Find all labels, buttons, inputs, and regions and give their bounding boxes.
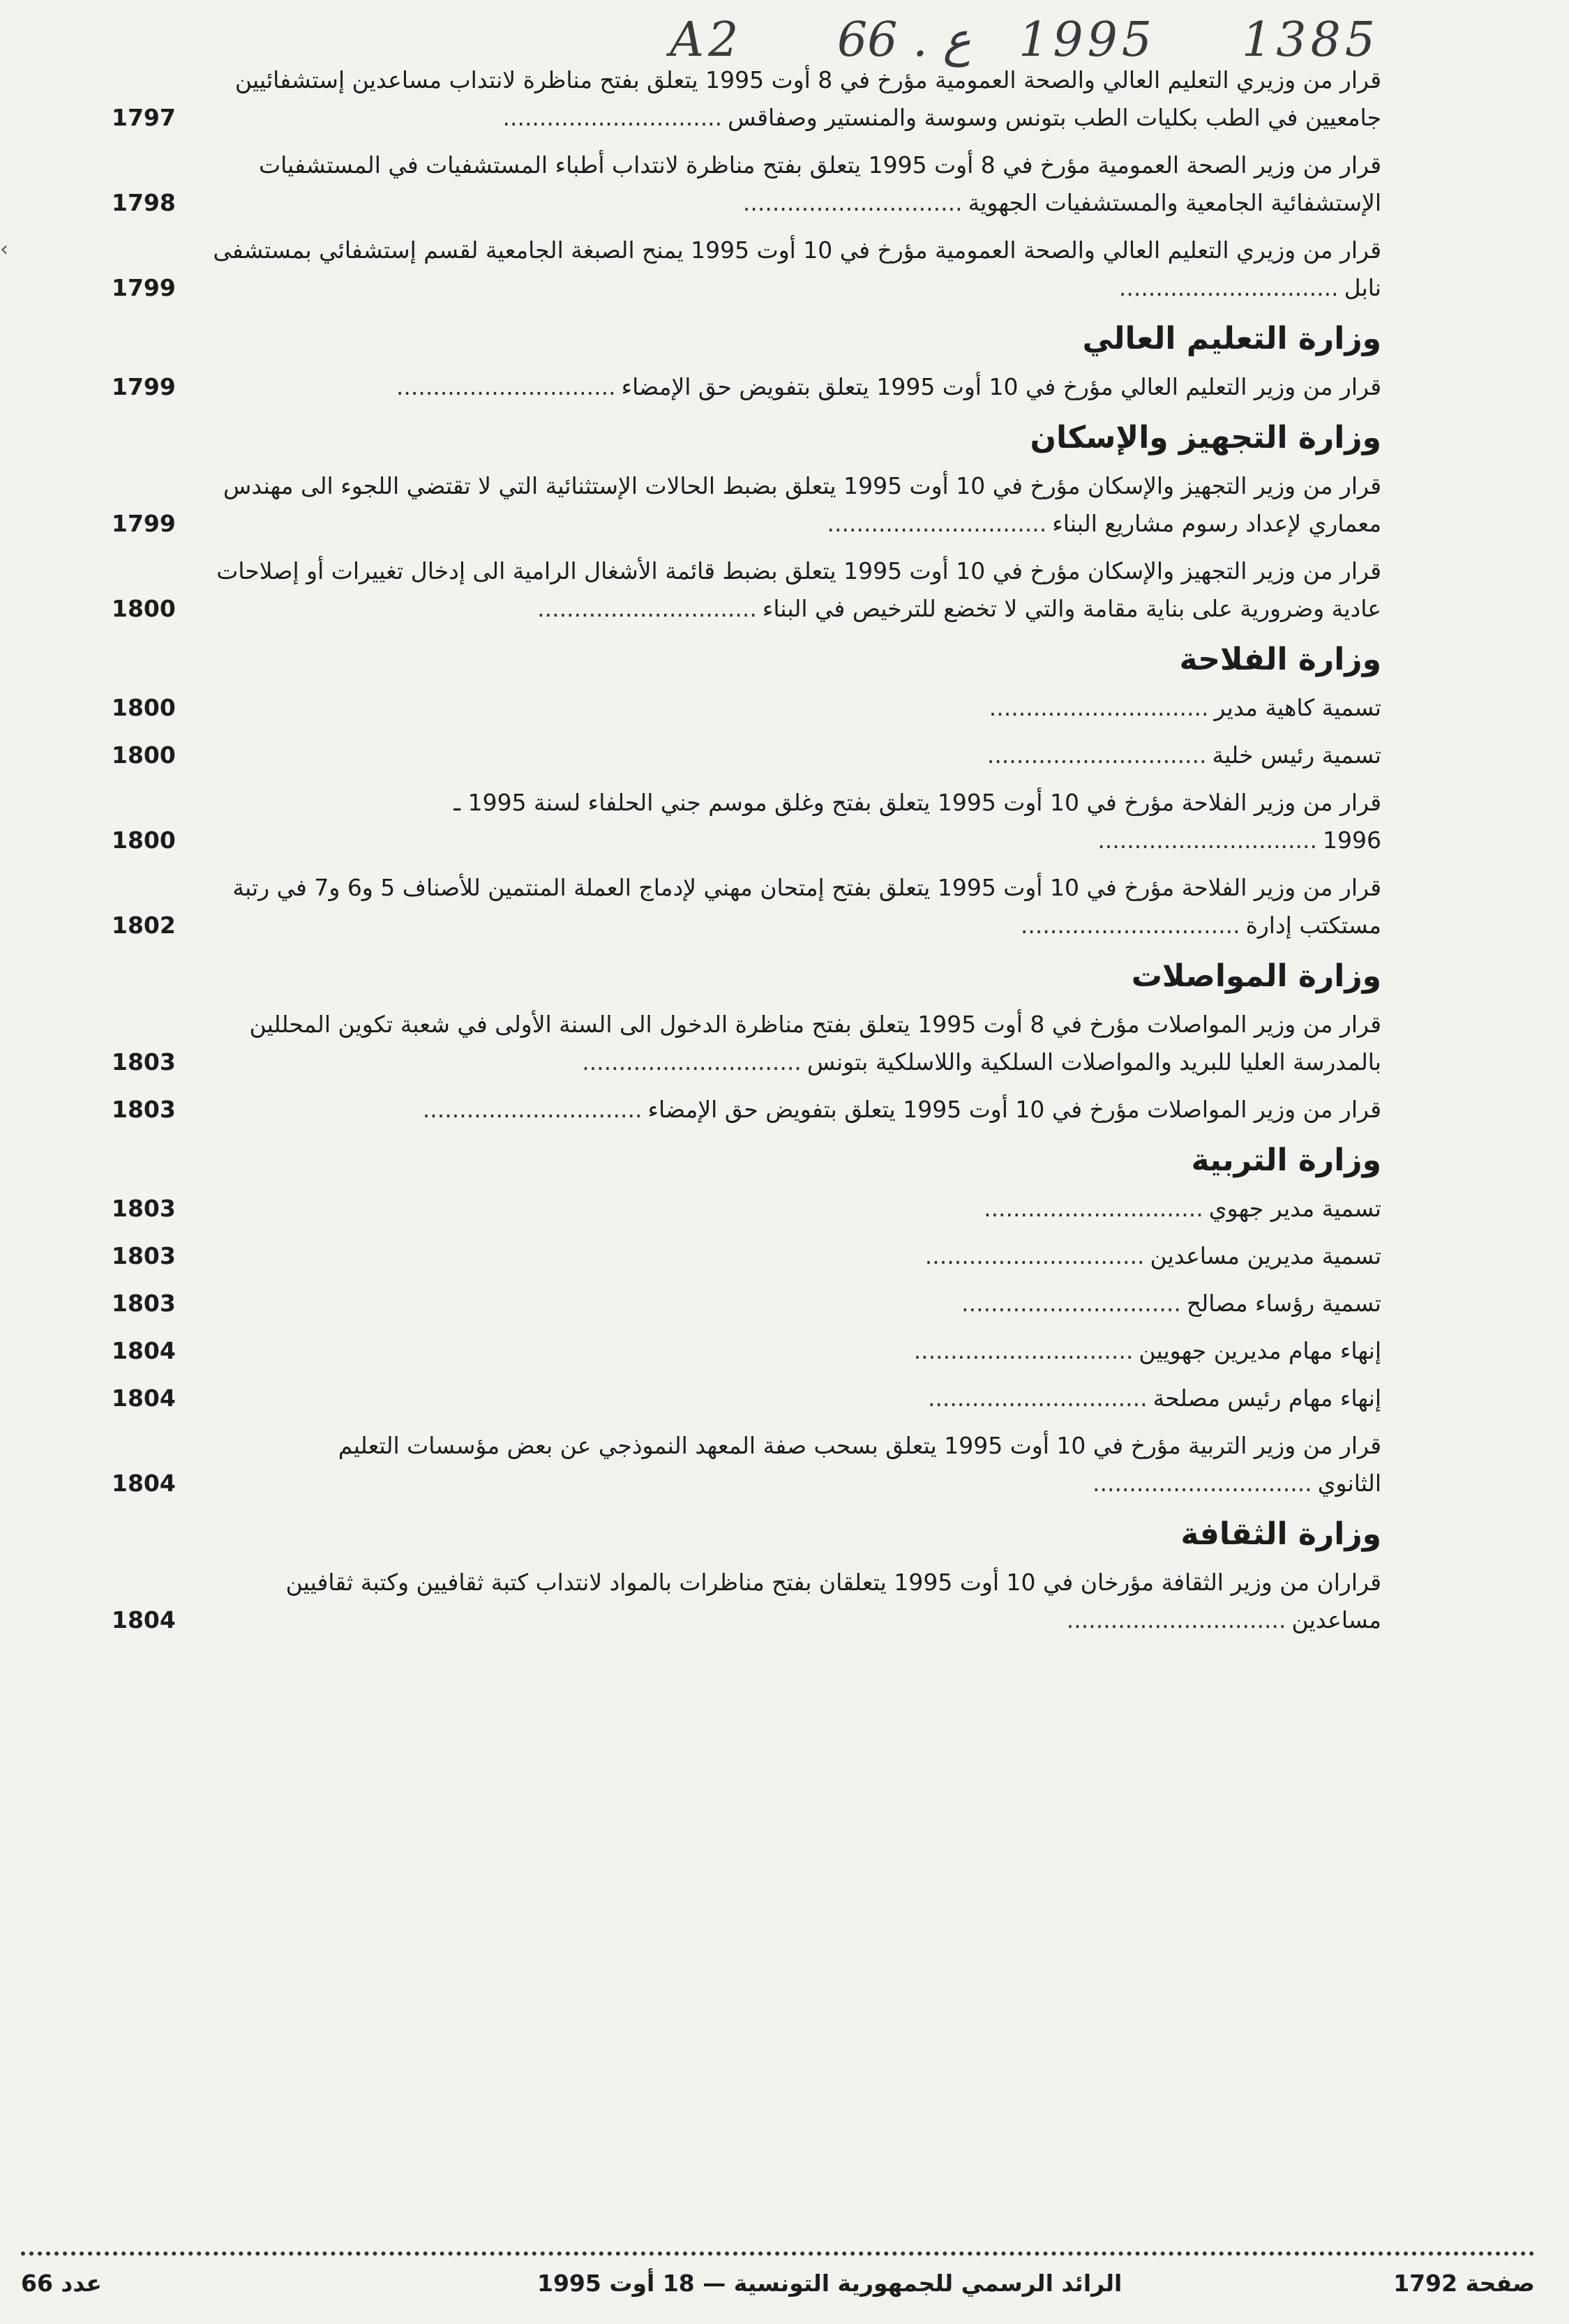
footer-page-label: صفحة 1792 [1393, 2270, 1535, 2297]
toc-entry-text-wrap [195, 467, 1381, 543]
toc-entry [112, 1332, 1381, 1370]
toc-entry [112, 552, 1381, 628]
toc-entry [112, 1190, 1381, 1228]
margin-mark: ‹ [0, 237, 8, 262]
leader-dots: .............................. [961, 1290, 1181, 1317]
handwritten-number: 1385 [1242, 13, 1380, 68]
leader-dots: .............................. [1097, 827, 1318, 854]
toc-page-number: 1803 [112, 1048, 176, 1076]
toc-page-number: 1803 [112, 1096, 176, 1123]
toc-page-number: 1800 [112, 694, 176, 721]
toc-page-number: 1804 [112, 1470, 176, 1497]
toc-entry [112, 1006, 1381, 1081]
toc-page-number: 1799 [112, 510, 176, 537]
toc-entry-text: تسمية رئيس خلية [1212, 741, 1381, 769]
toc-page-number: 1799 [112, 373, 176, 400]
toc-page-number: 1803 [112, 1242, 176, 1269]
toc-entry-text-wrap [195, 368, 1381, 406]
toc-entry-text-wrap [195, 1190, 1381, 1228]
toc-entry-text-wrap [195, 232, 1381, 307]
section-heading: وزارة الثقافة [1180, 1516, 1381, 1552]
toc-entry-text-wrap [195, 869, 1381, 944]
leader-dots: .............................. [1066, 1606, 1286, 1633]
toc-entry-text: تسمية كاهية مدير [1214, 694, 1381, 721]
leader-dots: .............................. [1020, 912, 1240, 939]
toc-entry-text: قرار من وزير الفلاحة مؤرخ في 10 أوت 1995 يتعلق بفتح إمتحان مهني لإدماج العملة المنتمين للأصناف 5 و6 و7 في رتبة مستكتب إدارة [232, 874, 1381, 939]
leader-dots: .............................. [742, 189, 963, 216]
toc-page-number: 1800 [112, 827, 176, 854]
leader-dots: .............................. [827, 510, 1047, 537]
toc-entry-text: تسمية رؤساء مصالح [1186, 1290, 1381, 1317]
leader-dots: .............................. [989, 694, 1209, 721]
toc-page-number: 1804 [112, 1337, 176, 1364]
toc-entry-text-wrap [195, 737, 1381, 774]
toc-entry [112, 368, 1381, 406]
leader-dots: .............................. [913, 1337, 1134, 1364]
handwritten-issue: 66 . ع [837, 13, 971, 68]
toc-entry-text: قرار من وزيري التعليم العالي والصحة العمومية مؤرخ في 10 أوت 1995 يمنح الصبغة الجامعية لقسم إستشفائي بمستشفى نابل [213, 236, 1381, 301]
toc-entry-text: قرار من وزير الفلاحة مؤرخ في 10 أوت 1995 يتعلق بفتح وغلق موسم جني الحلفاء لسنة 1995 ـ 1996 [453, 789, 1381, 854]
leader-dots: .............................. [927, 1384, 1148, 1412]
toc-entry-text: قرار من وزير المواصلات مؤرخ في 10 أوت 1995 يتعلق بتفويض حق الإمضاء [647, 1096, 1381, 1123]
toc-entry-text: قرار من وزير التربية مؤرخ في 10 أوت 1995 يتعلق بسحب صفة المعهد النموذجي عن بعض مؤسسات التعليم الثانوي [338, 1432, 1381, 1497]
toc-entry-text: قرار من وزير التجهيز والإسكان مؤرخ في 10 أوت 1995 يتعلق بضبط قائمة الأشغال الرامية الى إدخال تغييرات أو إصلاحات عادية وضرورية على بناية مقامة والتي لا تخضع للترخيص في البناء [216, 557, 1381, 622]
toc-page-number: 1804 [112, 1606, 176, 1633]
toc-entry-text: قرار من وزير التجهيز والإسكان مؤرخ في 10 أوت 1995 يتعلق بضبط الحالات الإستثنائية التي لا تقتضي اللجوء الى مهندس معماري لإعداد رسوم مشاريع البناء [223, 472, 1381, 537]
leader-dots: .............................. [984, 1195, 1203, 1222]
footer-divider [21, 2251, 1535, 2256]
toc-entry-text-wrap [195, 1564, 1381, 1639]
leader-dots: .............................. [396, 373, 616, 400]
toc-entry [112, 784, 1381, 859]
toc-entry-text: قرار من وزير التعليم العالي مؤرخ في 10 أوت 1995 يتعلق بتفويض حق الإمضاء [621, 373, 1381, 400]
toc-entry-text: تسمية مديرين مساعدين [1150, 1242, 1381, 1269]
leader-dots: .............................. [502, 104, 723, 131]
handwritten-ref: A2 [670, 13, 743, 68]
leader-dots: .............................. [537, 595, 757, 622]
section-heading: وزارة المواصلات [1131, 958, 1381, 994]
toc-entry-text-wrap [195, 1427, 1381, 1502]
footer-issue: عدد 66 [21, 2270, 102, 2297]
toc-page-number: 1803 [112, 1290, 176, 1317]
page-footer [21, 2270, 1535, 2311]
toc-entry-text-wrap [195, 1091, 1381, 1129]
toc-entry [112, 146, 1381, 222]
toc-entry-text-wrap [195, 1285, 1381, 1322]
toc-entry-text: قرار من وزير الصحة العمومية مؤرخ في 8 أوت 1995 يتعلق بفتح مناظرة لانتداب أطباء المستشفيات في المستشفيات الإستشفائية الجامعية والمستشفيات الجهوية [259, 151, 1381, 216]
toc-entry [112, 1427, 1381, 1502]
toc-entry-text: قرار من وزيري التعليم العالي والصحة العمومية مؤرخ في 8 أوت 1995 يتعلق بفتح مناظرة لانتداب مساعدين إستشفائيين جامعيين في الطب بكليات الطب بتونس وسوسة والمنستير وصفاقس [234, 66, 1381, 131]
section-heading: وزارة التربية [1191, 1142, 1381, 1178]
toc-page-number: 1802 [112, 912, 176, 939]
toc-entry-text-wrap [195, 784, 1381, 859]
toc-entry-text-wrap [195, 552, 1381, 628]
section-heading: وزارة الفلاحة [1179, 642, 1381, 677]
leader-dots: .............................. [924, 1242, 1145, 1269]
leader-dots: .............................. [422, 1096, 643, 1123]
toc-page-number: 1800 [112, 741, 176, 769]
toc-page-number: 1799 [112, 274, 176, 301]
toc-entry [112, 689, 1381, 727]
toc-entry [112, 1091, 1381, 1129]
table-of-contents [112, 61, 1381, 1649]
toc-entry-text-wrap [195, 1237, 1381, 1275]
toc-page-number: 1798 [112, 189, 176, 216]
leader-dots: .............................. [1092, 1470, 1312, 1497]
toc-entry-text-wrap [195, 1380, 1381, 1417]
toc-entry [112, 1285, 1381, 1322]
toc-entry [112, 232, 1381, 307]
toc-entry-text-wrap [195, 1332, 1381, 1370]
toc-entry [112, 467, 1381, 543]
toc-page-number: 1800 [112, 595, 176, 622]
toc-entry-text: إنهاء مهام مديرين جهويين [1139, 1337, 1381, 1364]
toc-entry-text-wrap [195, 61, 1381, 137]
handwritten-year: 1995 [1019, 13, 1157, 68]
toc-entry [112, 737, 1381, 774]
footer-journal: الرائد الرسمي للجمهورية التونسية — 18 أوت 1995 [537, 2270, 1123, 2297]
toc-entry [112, 61, 1381, 137]
toc-entry-text: قرار من وزير المواصلات مؤرخ في 8 أوت 1995 يتعلق بفتح مناظرة الدخول الى السنة الأولى في شعبة تكوين المحللين بالمدرسة العليا للبريد والمواصلات السلكية واللاسلكية بتونس [249, 1011, 1381, 1076]
section-heading: وزارة التجهيز والإسكان [1030, 420, 1381, 455]
toc-entry-text: قراران من وزير الثقافة مؤرخان في 10 أوت 1995 يتعلقان بفتح مناظرات بالمواد لانتداب كتبة ثقافيين وكتبة ثقافيين مساعدين [285, 1569, 1381, 1633]
toc-entry [112, 1564, 1381, 1639]
toc-entry-text-wrap [195, 689, 1381, 727]
toc-entry [112, 1237, 1381, 1275]
leader-dots: .............................. [1118, 274, 1339, 301]
toc-entry [112, 869, 1381, 944]
toc-page-number: 1797 [112, 104, 176, 131]
toc-page-number: 1803 [112, 1195, 176, 1222]
leader-dots: .............................. [986, 741, 1207, 769]
section-heading: وزارة التعليم العالي [1082, 321, 1381, 356]
toc-page-number: 1804 [112, 1384, 176, 1412]
toc-entry-text: إنهاء مهام رئيس مصلحة [1153, 1384, 1381, 1412]
leader-dots: .............................. [582, 1048, 802, 1076]
toc-entry-text-wrap [195, 146, 1381, 222]
toc-entry-text: تسمية مدير جهوي [1208, 1195, 1381, 1222]
toc-entry-text-wrap [195, 1006, 1381, 1081]
toc-entry [112, 1380, 1381, 1417]
